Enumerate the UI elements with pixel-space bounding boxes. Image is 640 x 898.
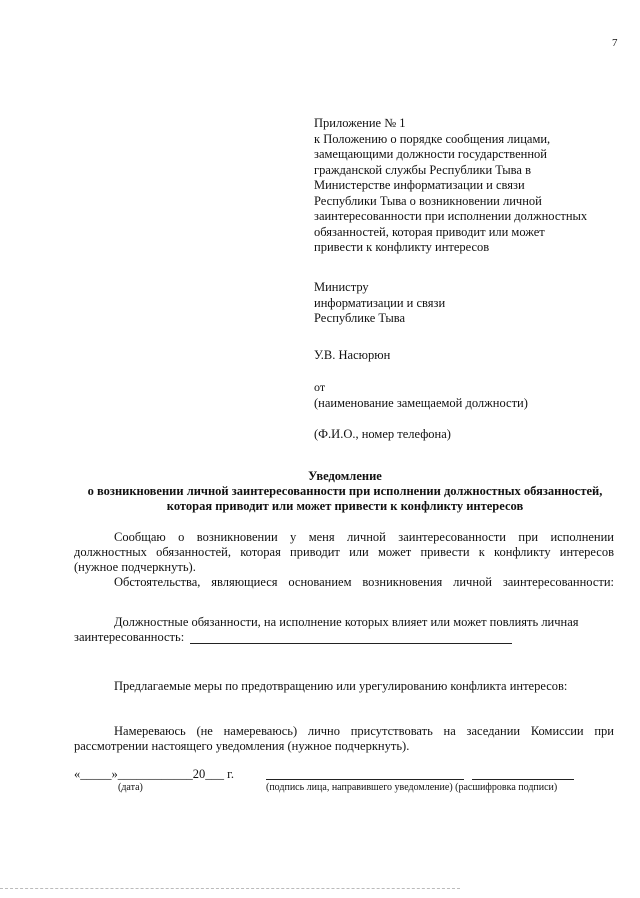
- notice-heading: Уведомление: [308, 469, 382, 483]
- appendix-line: Министерстве информатизации и связи: [314, 178, 525, 192]
- appendix-line: обязанностей, которая приводит или может: [314, 224, 545, 239]
- addressee-line: информатизации и связи: [314, 295, 446, 310]
- appendix-line: к Положению о порядке сообщения лицами,: [314, 131, 551, 146]
- paragraph-report-line1: Сообщаю о возникновении у меня личной заинтересованности при исполнении: [114, 530, 614, 544]
- addressee-line: Республике Тыва: [314, 311, 406, 325]
- date-field: «_____»____________20___ г.: [74, 767, 234, 781]
- paragraph-circumstances: Обстоятельства, являющиеся основанием возникновения личной заинтересованности:: [114, 575, 614, 589]
- addressee-line: Министру: [314, 280, 369, 294]
- appendix-line: замещающими должности государственной: [314, 147, 547, 161]
- duties-fill-line: [190, 643, 512, 644]
- position-hint: (наименование замещаемой должности): [314, 396, 528, 410]
- signature-caption: (подпись лица, направившего уведомление) (расшифровка подписи): [266, 782, 558, 793]
- paragraph-attendance-line1: Намереваюсь (не намереваюсь) лично присутствовать на заседании Комиссии при: [114, 724, 614, 738]
- from-label: от: [314, 380, 326, 394]
- paragraph-duties-line1: Должностные обязанности, на исполнение которых влияет или может повлиять личная: [114, 615, 579, 629]
- appendix-line: Приложение № 1: [314, 116, 406, 130]
- notice-subtitle-line2: которая приводит или может привести к конфликту интересов: [166, 499, 524, 513]
- appendix-block: [314, 116, 587, 256]
- notice-subtitle-line1: о возникновении личной заинтересованности при исполнении должностных обязанностей,: [87, 484, 603, 498]
- addressee-block: [314, 280, 445, 327]
- appendix-line: Республики Тыва о возникновении личной: [314, 193, 542, 208]
- signature-decoding-line: [472, 779, 574, 780]
- paragraph-duties-line2: заинтересованность:: [74, 630, 185, 644]
- paragraph-measures: Предлагаемые меры по предотвращению или урегулированию конфликта интересов:: [114, 679, 568, 693]
- appendix-line: заинтересованности при исполнении должностных: [314, 209, 588, 223]
- signature-line: [266, 779, 464, 780]
- paragraph-report-line2: должностных обязанностей, которая приводит или может привести к конфликту интересов: [74, 545, 614, 559]
- appendix-line: гражданской службы Республики Тыва в: [314, 162, 531, 177]
- addressee-name: У.В. Насюрюн: [314, 348, 391, 362]
- paragraph-report-line3: (нужное подчеркнуть).: [74, 560, 196, 574]
- page-number: 7: [612, 37, 618, 49]
- paragraph-attendance-line2: рассмотрении настоящего уведомления (нужное подчеркнуть).: [74, 739, 410, 753]
- date-caption: (дата): [118, 782, 143, 793]
- scan-edge-line: [0, 888, 460, 889]
- appendix-line: привести к конфликту интересов: [314, 240, 490, 254]
- contact-hint: (Ф.И.О., номер телефона): [314, 427, 451, 441]
